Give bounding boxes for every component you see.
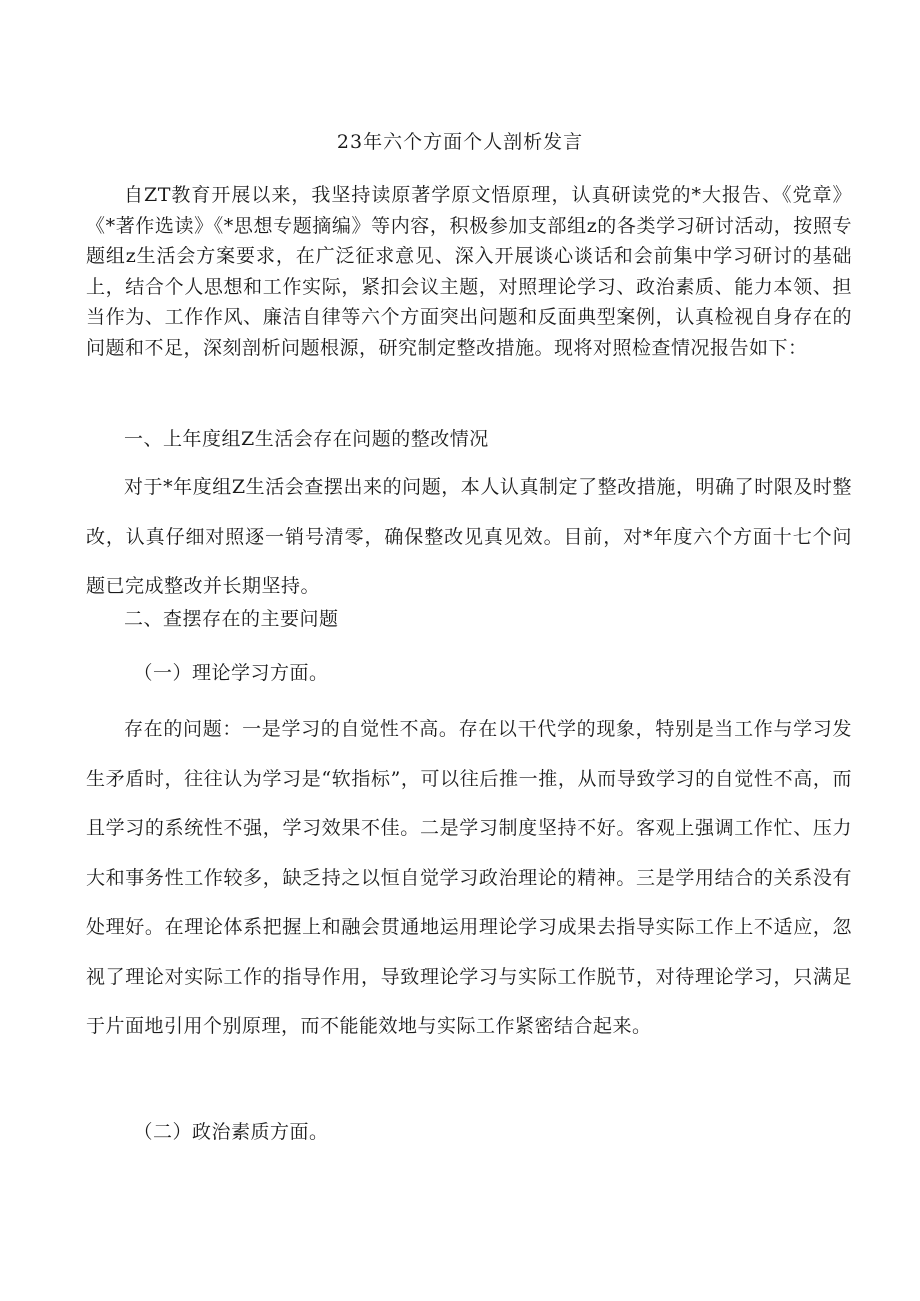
sub1-paragraph: 存在的问题：一是学习的自觉性不高。存在以干代学的现象，特别是当工作与学习发生矛盾时，往往认为学习是“软指标”，可以往后推一推，从而导致学习的自觉性不高，而且学习的系统性不强，学习效果不佳。二是学习制度坚持不好。客观上强调工作忙、压力大和事务性工作较多，缺乏持之以恒自觉学习政治理论的精神。三是学用结合的关系没有处理好。在理论体系把握上和融会贯通地运用理论学习成果去指导实际工作上不适应，忽视了理论对实际工作的指导作用，导致理论学习与实际工作脱节，对待理论学习，只满足于片面地引用个别原理，而不能能效地与实际工作紧密结合起来。 [86,718,852,1037]
document-title: 23年六个方面个人剖析发言 [336,131,584,153]
sub2-heading: （二）政治素质方面。 [133,1121,329,1143]
section2-heading: 二、查摆存在的主要问题 [124,608,339,630]
section1-paragraph: 对于*年度组Z生活会查摆出来的问题，本人认真制定了整改措施，明确了时限及时整改，认真仔细对照逐一销号清零，确保整改见真见效。目前，对*年度六个方面十七个问题已完成整改并长期坚持。 [86,476,852,597]
section1-heading: 一、上年度组Z生活会存在问题的整改情况 [124,428,489,450]
sub1-heading: （一）理论学习方面。 [133,662,329,684]
intro-paragraph: 自ZT教育开展以来，我坚持读原著学原文悟原理，认真研读党的*大报告、《党章》《*著作选读》《*思想专题摘编》等内容，积极参加支部组z的各类学习研讨活动，按照专题组z生活会方案要求，在广泛征求意见、深入开展谈心谈话和会前集中学习研讨的基础上，结合个人思想和工作实际，紧扣会议主题，对照理论学习、政治素质、能力本领、担当作为、工作作风、廉洁自律等六个方面突出问题和反面典型案例，认真检视自身存在的问题和不足，深刻剖析问题根源，研究制定整改措施。现将对照检查情况报告如下： [86,184,852,359]
